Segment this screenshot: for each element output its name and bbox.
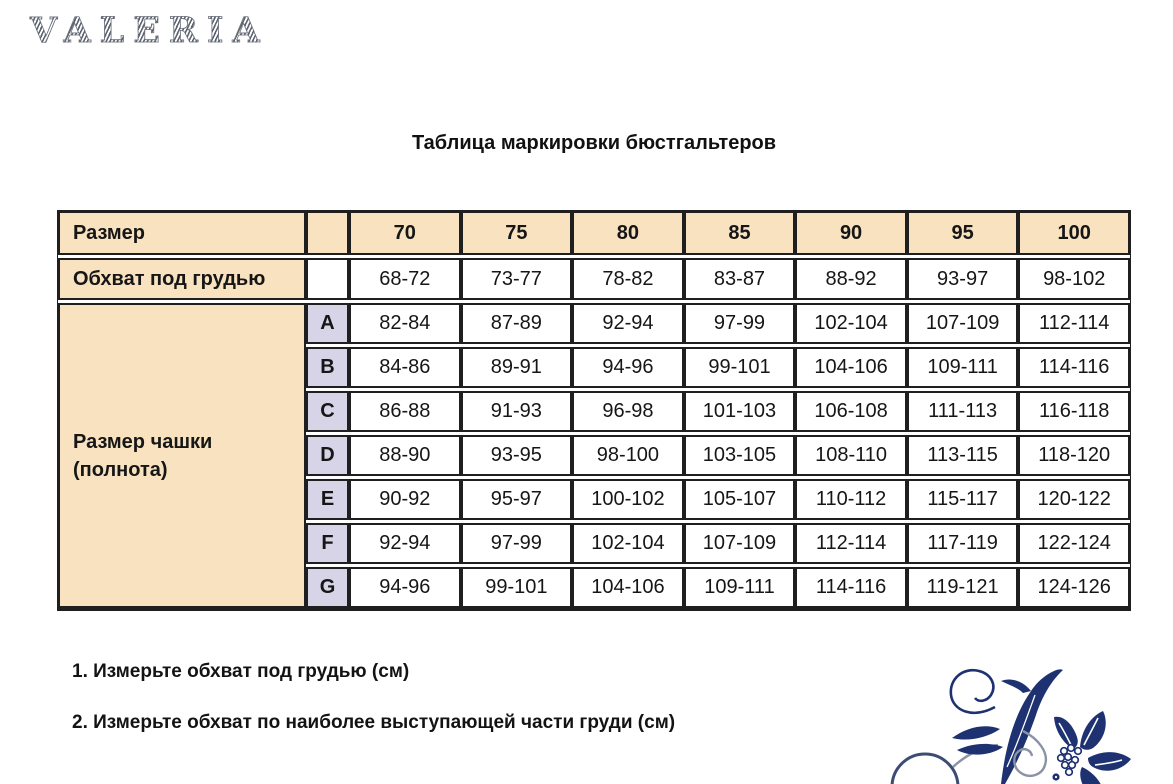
cup-value-cell: 104-106 <box>795 347 907 388</box>
cup-value-cell: 94-96 <box>572 347 684 388</box>
empty-underbust-cell <box>306 258 349 300</box>
cup-value-cell: 112-114 <box>1018 303 1130 344</box>
size-header-cell: 95 <box>907 211 1019 255</box>
underbust-value-cell: 68-72 <box>349 258 461 300</box>
cup-value-cell: 87-89 <box>461 303 573 344</box>
size-table-grid <box>58 211 1130 608</box>
cup-size-row-label-line: Размер чашки <box>73 430 213 453</box>
instruction-step-1: 1. Измерьте обхват под грудью (см) <box>72 661 410 682</box>
cup-value-cell: 109-111 <box>907 347 1019 388</box>
cup-value-cell: 116-118 <box>1018 391 1130 432</box>
cup-value-cell: 122-124 <box>1018 523 1130 564</box>
cup-value-cell: 91-93 <box>461 391 573 432</box>
page-title: Таблица маркировки бюстгальтеров <box>411 132 777 154</box>
cup-value-cell: 102-104 <box>795 303 907 344</box>
cup-value-cell: 124-126 <box>1018 567 1130 608</box>
cup-value-cell: 106-108 <box>795 391 907 432</box>
ornament-leaf <box>952 726 1000 739</box>
cup-value-cell: 96-98 <box>572 391 684 432</box>
empty-header-cell <box>306 211 349 255</box>
underbust-value-cell: 93-97 <box>907 258 1019 300</box>
ornament-leaf <box>957 744 1003 755</box>
size-header-cell: 80 <box>572 211 684 255</box>
ornament-circle <box>892 754 958 784</box>
size-header-cell: 85 <box>684 211 796 255</box>
instruction-step-2: 2. Измерьте обхват по наиболее выступающей части груди (см) <box>72 712 676 733</box>
cup-value-cell: 114-116 <box>795 567 907 608</box>
cup-letter-cell: F <box>306 523 349 564</box>
cup-value-cell: 108-110 <box>795 435 907 476</box>
cup-value-cell: 114-116 <box>1018 347 1130 388</box>
cup-value-cell: 101-103 <box>684 391 796 432</box>
cup-value-cell: 109-111 <box>684 567 796 608</box>
cup-value-cell: 90-92 <box>349 479 461 520</box>
size-header-cell: 100 <box>1018 211 1130 255</box>
cup-value-cell: 103-105 <box>684 435 796 476</box>
cup-size-row-label <box>58 303 306 608</box>
underbust-value-cell: 73-77 <box>461 258 573 300</box>
size-header-cell: 70 <box>349 211 461 255</box>
cup-value-cell: 82-84 <box>349 303 461 344</box>
cup-letter-cell: G <box>306 567 349 608</box>
cup-letter-cell: D <box>306 435 349 476</box>
cup-value-cell: 92-94 <box>349 523 461 564</box>
cup-value-cell: 95-97 <box>461 479 573 520</box>
underbust-row-label: Обхват под грудью <box>58 258 306 300</box>
cup-value-cell: 105-107 <box>684 479 796 520</box>
cup-value-cell: 92-94 <box>572 303 684 344</box>
ornament-flower <box>1052 711 1131 784</box>
size-table <box>57 210 1131 611</box>
cup-value-cell: 93-95 <box>461 435 573 476</box>
cup-value-cell: 98-100 <box>572 435 684 476</box>
cup-value-cell: 99-101 <box>461 567 573 608</box>
cup-value-cell: 120-122 <box>1018 479 1130 520</box>
cup-value-cell: 112-114 <box>795 523 907 564</box>
cup-value-cell: 97-99 <box>684 303 796 344</box>
ornament-berry-cluster <box>1058 745 1082 776</box>
size-row-label: Размер <box>58 211 306 255</box>
cup-value-cell: 86-88 <box>349 391 461 432</box>
cup-letter-cell: C <box>306 391 349 432</box>
size-header-cell: 90 <box>795 211 907 255</box>
cup-letter-cell: B <box>306 347 349 388</box>
cup-value-cell: 89-91 <box>461 347 573 388</box>
cup-value-cell: 110-112 <box>795 479 907 520</box>
size-header-cell: 75 <box>461 211 573 255</box>
floral-ornament-graphic <box>855 655 1173 784</box>
underbust-value-cell: 88-92 <box>795 258 907 300</box>
measurement-instructions <box>72 661 675 763</box>
underbust-value-cell: 98-102 <box>1018 258 1130 300</box>
cup-value-cell: 115-117 <box>907 479 1019 520</box>
cup-value-cell: 84-86 <box>349 347 461 388</box>
cup-value-cell: 117-119 <box>907 523 1019 564</box>
cup-value-cell: 97-99 <box>461 523 573 564</box>
ornament-stem <box>1001 669 1063 784</box>
cup-letter-cell: A <box>306 303 349 344</box>
underbust-value-cell: 83-87 <box>684 258 796 300</box>
cup-value-cell: 107-109 <box>684 523 796 564</box>
underbust-value-cell: 78-82 <box>572 258 684 300</box>
cup-value-cell: 102-104 <box>572 523 684 564</box>
cup-value-cell: 111-113 <box>907 391 1019 432</box>
cup-value-cell: 104-106 <box>572 567 684 608</box>
cup-value-cell: 88-90 <box>349 435 461 476</box>
brand-logo: VALERIA <box>30 10 269 51</box>
ornament-top-curl <box>951 670 995 713</box>
cup-letter-cell: E <box>306 479 349 520</box>
cup-value-cell: 113-115 <box>907 435 1019 476</box>
cup-value-cell: 94-96 <box>349 567 461 608</box>
cup-value-cell: 118-120 <box>1018 435 1130 476</box>
cup-value-cell: 99-101 <box>684 347 796 388</box>
cup-value-cell: 107-109 <box>907 303 1019 344</box>
cup-value-cell: 119-121 <box>907 567 1019 608</box>
cup-value-cell: 100-102 <box>572 479 684 520</box>
cup-size-row-label-line: (полнота) <box>73 458 168 481</box>
